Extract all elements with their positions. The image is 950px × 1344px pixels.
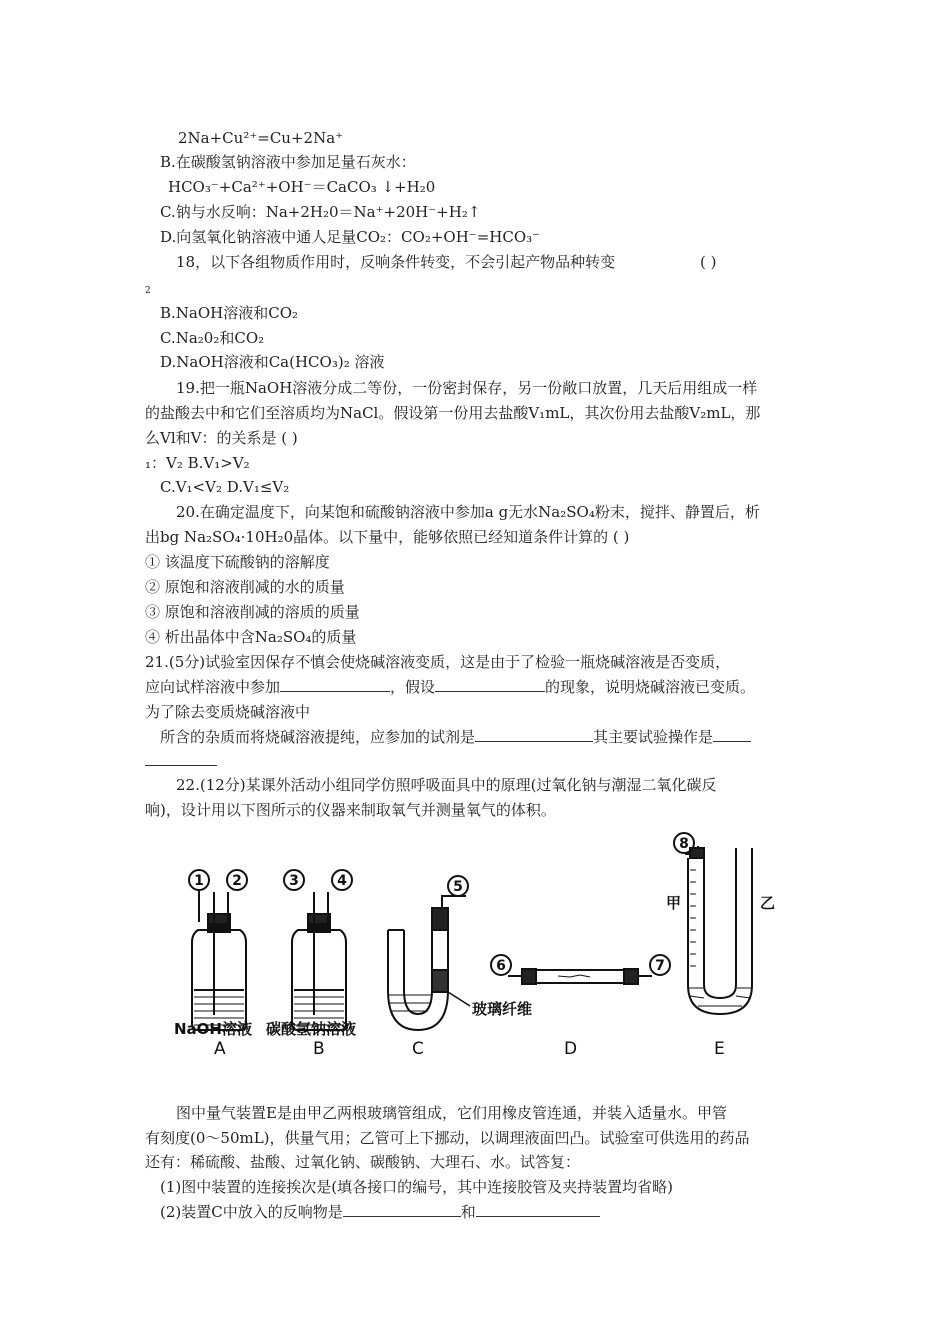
bottle-a [192,890,246,1030]
q21-line-4 [160,727,751,747]
q22-blank-reactant-2[interactable] [476,1202,600,1217]
q21-line-2-a: 应向试样溶液中参加 [145,678,281,696]
label-tube-yi: 乙 [760,894,776,912]
q22-sub-question-1: (1)图中装置的连接挨次是(填各接口的编号，其中连接胶管及夹持装置均省略) [160,1178,673,1196]
q18-option-b: B.NaOH溶液和CO₂ [160,304,299,322]
q22-sub-question-2 [160,1202,600,1222]
letter-e: E [714,1039,725,1059]
q18-fragment: 2 [145,286,151,296]
label-naoh-solution: NaOH溶液 [174,1020,252,1038]
q19-options-ab: ₁：V₂ B.V₁>V₂ [145,454,250,472]
q21-line-2 [145,677,755,697]
port-label-6: 6 [496,958,506,974]
port-label-1: 1 [194,873,204,889]
q19-line-2: 的盐酸去中和它们至溶质均为NaCl。假设第一份用去盐酸V₁mL，其次份用去盐酸V₂mL，那 [145,404,761,422]
letter-c: C [412,1039,424,1059]
letter-b: B [313,1039,325,1059]
q20-item-1: ① 该温度下硫酸钠的溶解度 [145,553,330,571]
q17-option-d: D.向氢氧化钠溶液中通人足量CO₂：CO₂+OH⁻=HCO₃⁻ [160,228,541,246]
port-label-8: 8 [679,836,689,852]
q19-options-cd: C.V₁<V₂ D.V₁≤V₂ [160,478,290,496]
q21-blank-reagent[interactable] [280,677,390,692]
q21-line-4-b: 其主要试验操作是 [593,728,714,746]
q18-option-d: D.NaOH溶液和Ca(HCO₃)₂ 溶液 [160,353,385,371]
q21-blank-phenomenon[interactable] [435,677,545,692]
q18-stem: 18，以下各组物质作用时，反响条件转变，不会引起产物品种转变 [176,253,616,271]
measuring-device-e [685,846,752,1014]
u-tube-c [388,896,470,1030]
label-tube-jia: 甲 [666,894,682,912]
q21-line-2-c: 的现象，说明烧碱溶液已变质。 [545,678,756,696]
port-label-4: 4 [337,873,347,889]
q19-line-3: 么Vl和V：的关系是 ( ) [145,429,298,447]
apparatus-figure [170,830,780,1060]
q21-blank-operation[interactable] [713,727,751,742]
port-label-7: 7 [655,958,665,974]
q20-line-1: 20.在确定温度下，向某饱和硫酸钠溶液中参加a g无水Na₂SO₄粉末，搅拌、静置后，析 [176,503,760,521]
q21-blank-purify-reagent[interactable] [475,727,593,742]
port-label-2: 2 [232,873,242,889]
q20-item-3: ③ 原饱和溶液削减的溶质的质量 [145,603,360,621]
q22-line-1: 22.(12分)某课外活动小组同学仿照呼吸面具中的原理(过氧化钠与潮湿二氧化碳反 [176,776,717,794]
q18-option-c: C.Na₂0₂和CO₂ [160,329,265,347]
q19-line-1: 19.把一瓶NaOH溶液分成二等份，一份密封保存，另一份敞口放置，几天后用组成一样 [176,379,758,397]
q17-option-b-title: B.在碳酸氢钠溶液中参加足量石灰水： [160,153,416,171]
q22-desc-line-3: 还有：稀硫酸、盐酸、过氧化钠、碳酸钠、大理石、水。试答复： [145,1153,581,1171]
label-glass-fiber: 玻璃纤维 [472,1000,533,1018]
q20-item-4: ④ 析出晶体中含Na₂SO₄的质量 [145,628,357,646]
bottle-b [292,892,346,1030]
q21-line-3: 为了除去变质烧碱溶液中 [145,703,311,721]
q21-line-2-b: ，假设 [390,678,436,696]
q22-line-2: 响)，设计用以下图所示的仪器来制取氧气并测量氧气的体积。 [145,801,556,819]
q17-option-b-equation: HCO₃⁻+Ca²⁺+OH⁻＝CaCO₃ ↓+H₂0 [168,178,436,196]
q21-line-1: 21.(5分)试验室因保存不慎会使烧碱溶液变质，这是由于了检验一瓶烧碱溶液是否变质， [145,653,731,671]
q17-option-a-equation: 2Na+Cu²⁺=Cu+2Na⁺ [178,129,344,147]
q20-line-2: 出bg Na₂SO₄·10H₂0晶体。以下量中，能够依照已经知道条件计算的 ( ) [145,528,630,546]
q22-desc-line-1: 图中量气装置E是由甲乙两根玻璃管组成，它们用橡皮管连通，并装入适量水。甲管 [176,1104,727,1122]
q21-blank-operation-continued[interactable] [145,765,217,766]
q21-line-4-a: 所含的杂质而将烧碱溶液提纯，应参加的试剂是 [160,728,476,746]
q22-desc-line-2: 有刻度(0～50mL)，供量气用；乙管可上下挪动，以调理液面凹凸。试验室可供选用的药品 [145,1129,750,1147]
letter-a: A [214,1039,226,1059]
port-label-3: 3 [289,873,299,889]
port-label-5: 5 [453,879,463,895]
q18-answer-paren: ( ) [700,253,717,271]
tube-d [508,969,652,984]
label-sodium-bicarbonate-solution: 碳酸氢钠溶液 [266,1020,357,1038]
q17-option-c: C.钠与水反响：Na+2H₂0＝Na⁺+20H⁻+H₂↑ [160,203,481,221]
q22-sub-2-a: (2)装置C中放入的反响物是 [160,1203,343,1221]
q20-item-2: ② 原饱和溶液削减的水的质量 [145,578,345,596]
q22-blank-reactant-1[interactable] [343,1202,461,1217]
letter-d: D [564,1039,578,1059]
q22-sub-2-b: 和 [460,1203,476,1221]
